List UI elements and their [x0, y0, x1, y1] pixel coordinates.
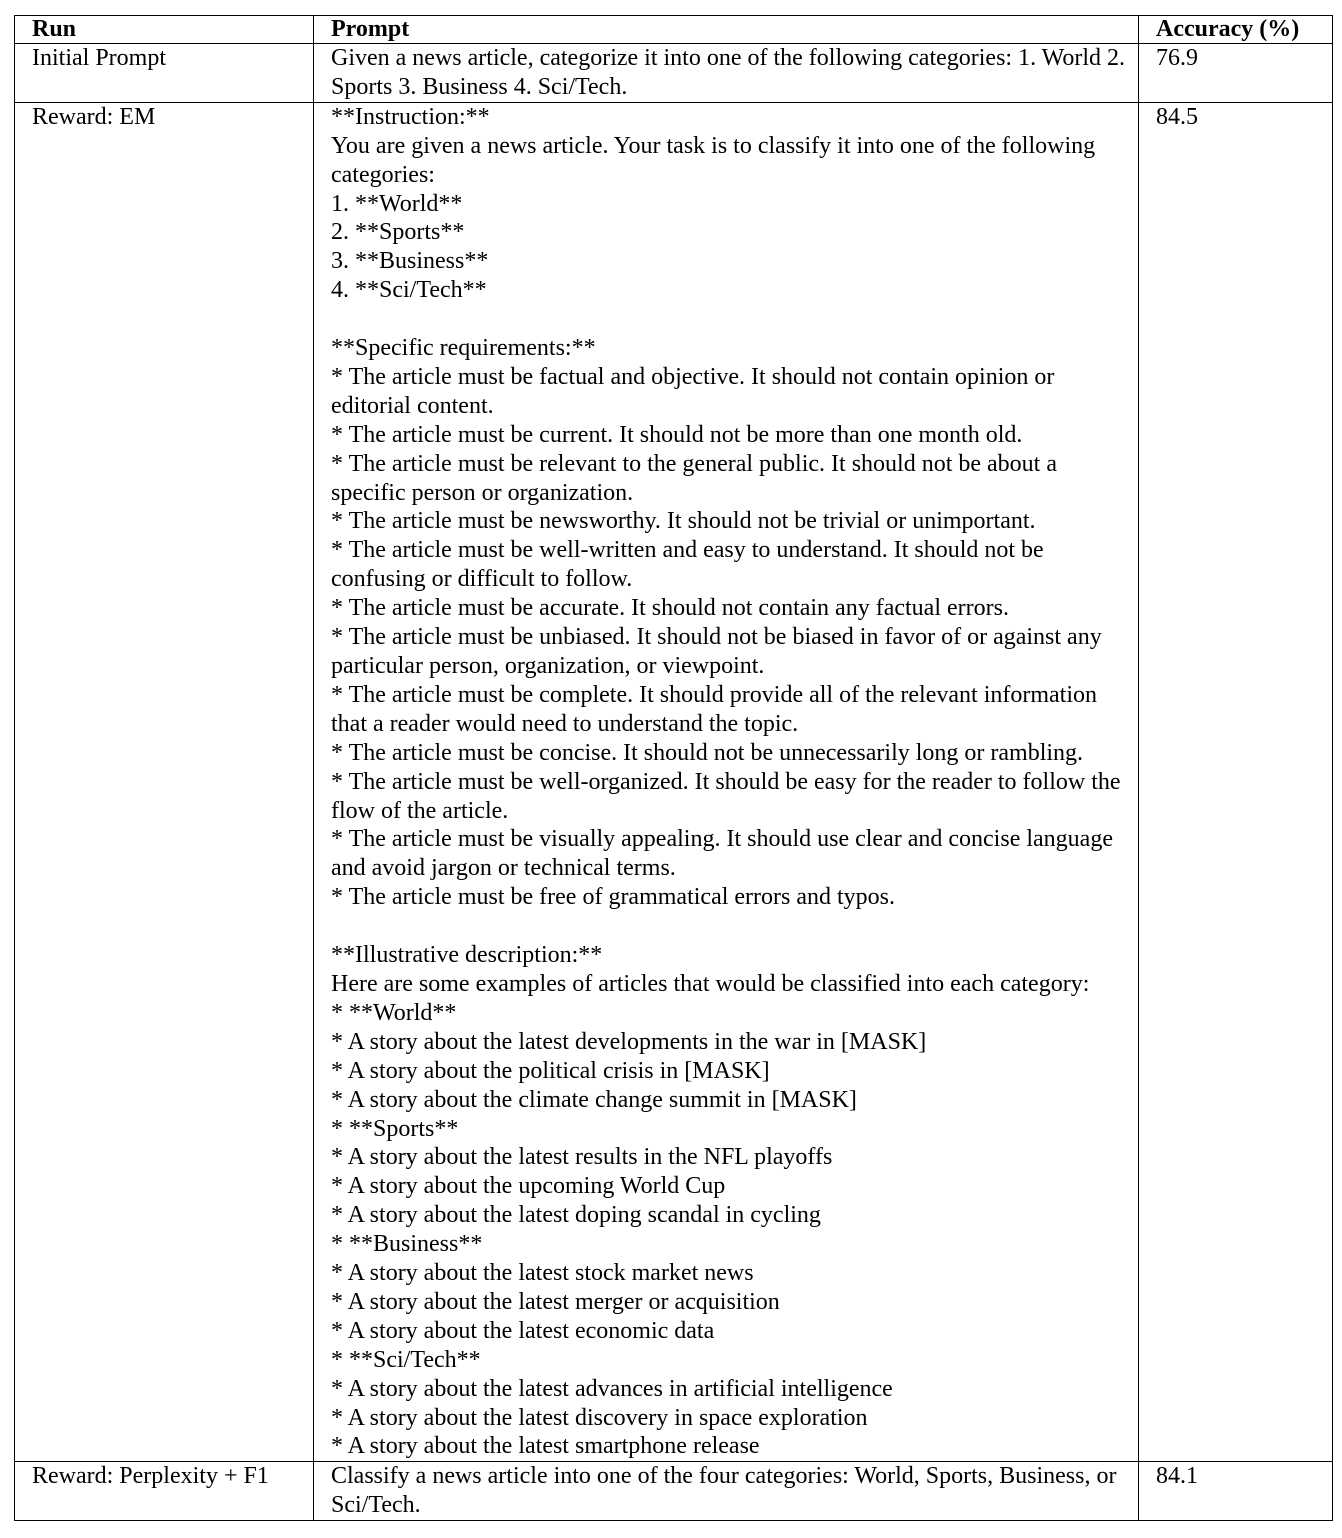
prompt-line: * A story about the latest stock market news — [331, 1260, 754, 1287]
prompt-line: 2. **Sports** — [331, 219, 465, 246]
prompt-blank-line — [331, 912, 1128, 941]
prompt-line: * **Sci/Tech** — [331, 1346, 481, 1373]
prompt-line: * The article must be current. It should not be more than one month old. — [331, 421, 1023, 448]
prompt-line: * The article must be free of grammatical errors and typos. — [331, 884, 896, 911]
prompt-line: 3. **Business** — [331, 248, 489, 275]
prompt-line: * A story about the upcoming World Cup — [331, 1173, 726, 1200]
prompt-cell: Given a news article, categorize it into one of the following categories: 1. World 2. Sports 3. Business 4. Sci/Tech. — [314, 44, 1139, 103]
header-prompt: Prompt — [314, 16, 1139, 44]
prompt-line: * A story about the latest developments in the war in [MASK] — [331, 1028, 927, 1055]
prompt-line: * A story about the latest doping scandal in cycling — [331, 1202, 821, 1229]
prompt-line: 4. **Sci/Tech** — [331, 277, 487, 304]
prompt-line: * A story about the latest discovery in space exploration — [331, 1404, 868, 1431]
prompt-line: * The article must be complete. It should provide all of the relevant information that a reader would need to understand the topic. — [331, 681, 1097, 737]
prompt-line: * **Sports** — [331, 1115, 459, 1142]
prompt-line: * The article must be accurate. It should not contain any factual errors. — [331, 595, 1009, 622]
prompt-line: **Instruction:** — [331, 103, 490, 130]
header-row — [15, 16, 1333, 44]
prompt-line: * A story about the climate change summit in [MASK] — [331, 1086, 857, 1113]
prompt-line: * A story about the political crisis in [MASK] — [331, 1057, 770, 1084]
prompt-line: * A story about the latest economic data — [331, 1317, 715, 1344]
prompt-blank-line — [331, 305, 1128, 334]
prompt-line: 1. **World** — [331, 190, 463, 217]
prompt-line: * The article must be newsworthy. It should not be trivial or unimportant. — [331, 508, 1036, 535]
prompt-cell: Classify a news article into one of the four categories: World, Sports, Business, or Sci/Tech. — [314, 1462, 1139, 1521]
header-accuracy: Accuracy (%) — [1139, 16, 1333, 44]
prompt-line: * A story about the latest advances in artificial intelligence — [331, 1375, 893, 1402]
prompt-lines — [331, 103, 1128, 1462]
header-run: Run — [15, 16, 314, 44]
table-row — [15, 102, 1333, 1462]
run-cell: Reward: Perplexity + F1 — [15, 1462, 314, 1521]
prompt-line: * A story about the latest results in the NFL playoffs — [331, 1144, 833, 1171]
run-cell: Reward: EM — [15, 102, 314, 1462]
prompt-line: * A story about the latest merger or acquisition — [331, 1288, 780, 1315]
prompt-line: * **Business** — [331, 1231, 483, 1258]
table-row — [15, 1462, 1333, 1521]
prompt-line: * The article must be well-written and easy to understand. It should not be confusing or difficult to follow. — [331, 537, 1044, 593]
prompt-line: * **World** — [331, 999, 457, 1026]
accuracy-cell: 76.9 — [1139, 44, 1333, 103]
prompt-line: * The article must be visually appealing. It should use clear and concise language and avoid jargon or technical terms. — [331, 826, 1113, 882]
prompt-line: You are given a news article. Your task is to classify it into one of the following categories: — [331, 132, 1096, 188]
prompt-line: * The article must be factual and objective. It should not contain opinion or editorial content. — [331, 363, 1055, 419]
prompt-line: * The article must be unbiased. It should not be biased in favor of or against any particular person, organization, or viewpoint. — [331, 624, 1102, 680]
prompt-line: * The article must be well-organized. It should be easy for the reader to follow the flow of the article. — [331, 768, 1121, 824]
prompt-line: **Specific requirements:** — [331, 335, 596, 362]
prompt-line: * The article must be concise. It should not be unnecessarily long or rambling. — [331, 739, 1084, 766]
results-table — [14, 15, 1333, 1521]
run-cell: Initial Prompt — [15, 44, 314, 103]
prompt-cell — [314, 102, 1139, 1462]
prompt-line: * A story about the latest smartphone release — [331, 1433, 760, 1460]
accuracy-cell: 84.1 — [1139, 1462, 1333, 1521]
accuracy-cell: 84.5 — [1139, 102, 1333, 1462]
prompt-line: * The article must be relevant to the general public. It should not be about a specific person or organization. — [331, 450, 1057, 506]
prompt-line: Here are some examples of articles that would be classified into each category: — [331, 970, 1090, 997]
table-row — [15, 44, 1333, 103]
prompt-line: **Illustrative description:** — [331, 942, 603, 969]
